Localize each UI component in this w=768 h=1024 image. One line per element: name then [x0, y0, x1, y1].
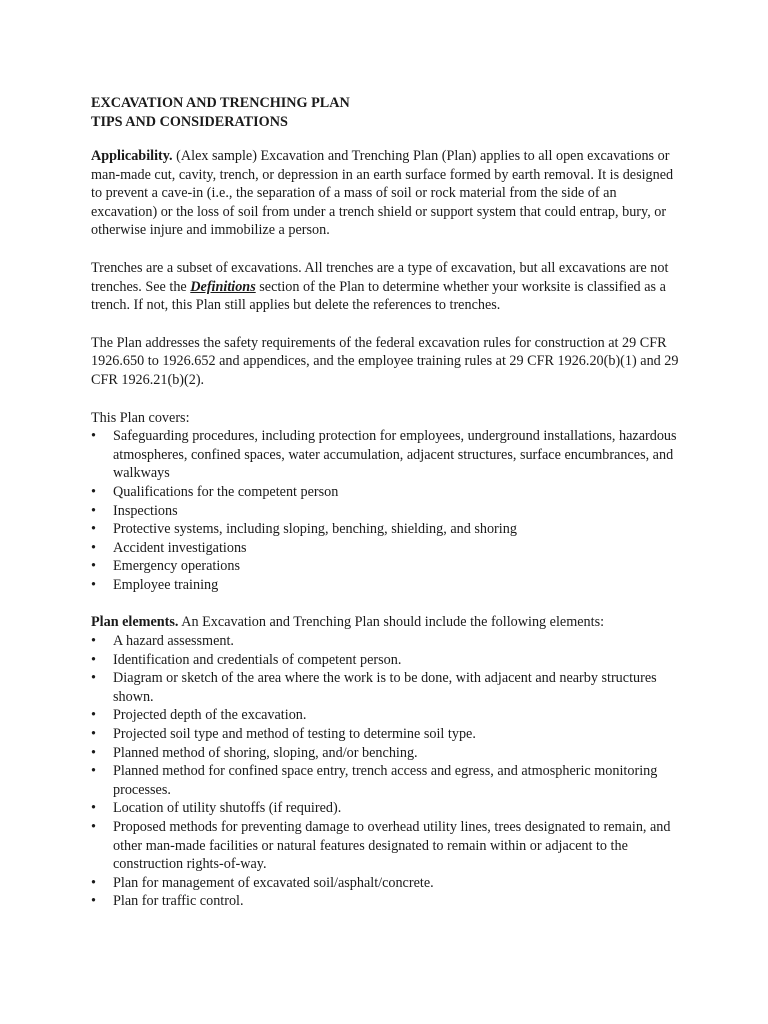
trenches-text-before: Trenches are a subset of excavations. All trenches are a type of excavation, but all excavations are not trenches. See the [91, 259, 669, 295]
list-item: • Projected soil type and method of testing to determine soil type. [91, 725, 681, 744]
list-item: • Qualifications for the competent person [91, 483, 681, 502]
list-item: • Accident investigations [91, 539, 681, 558]
list-item: • Identification and credentials of competent person. [91, 651, 681, 670]
list-item: • Proposed methods for preventing damage to overhead utility lines, trees designated to remain, and other man-made facilities or natural features designated to remain within or adjacent to the construction rights-of-way. [91, 818, 681, 874]
list-item: • Plan for traffic control. [91, 892, 681, 911]
document-body [91, 94, 681, 911]
plan-elements-text: An Excavation and Trenching Plan should include the following elements: [178, 614, 605, 631]
document-title [91, 94, 681, 132]
trenches-paragraph [91, 259, 681, 315]
list-item: • Emergency operations [91, 557, 681, 576]
list-item: • Location of utility shutoffs (if required). [91, 799, 681, 818]
list-item: • Planned method for confined space entry, trench access and egress, and atmospheric monitoring processes. [91, 762, 681, 799]
list-item: • Safeguarding procedures, including protection for employees, underground installations, hazardous atmospheres, confined spaces, water accumulation, adjacent structures, surface encumbrances, and walkways [91, 427, 681, 483]
plan-elements-heading: Plan elements. [91, 614, 179, 631]
elements-list [91, 632, 681, 911]
title-line-1: EXCAVATION AND TRENCHING PLAN [91, 95, 350, 111]
addresses-paragraph: The Plan addresses the safety requirements of the federal excavation rules for construction at 29 CFR 1926.650 to 1926.652 and appendices, and the employee training rules at 29 CFR 1926.20(b)(1) and 29 CFR 1926.21(b)(2). [91, 334, 679, 388]
covers-list [91, 427, 681, 594]
list-item: • Planned method of shoring, sloping, and/or benching. [91, 744, 681, 763]
definitions-link[interactable]: Definitions [190, 278, 256, 295]
list-item: • Inspections [91, 502, 681, 521]
applicability-paragraph [91, 147, 681, 240]
title-line-2: TIPS AND CONSIDERATIONS [91, 114, 288, 130]
trenches-text-after: section of the Plan to determine whether your worksite is classified as a trench. If not, this Plan still applies but delete the references to trenches. [91, 278, 666, 314]
list-item: • Projected depth of the excavation. [91, 706, 681, 725]
list-item: • Protective systems, including sloping, benching, shielding, and shoring [91, 520, 681, 539]
covers-intro: This Plan covers: [91, 409, 190, 426]
list-item: • A hazard assessment. [91, 632, 681, 651]
list-item: • Plan for management of excavated soil/asphalt/concrete. [91, 874, 681, 893]
list-item: • Employee training [91, 576, 681, 595]
applicability-heading: Applicability. [91, 148, 173, 164]
applicability-text: (Alex sample) Excavation and Trenching Plan (Plan) applies to all open excavations or man-made cut, cavity, trench, or depression in an earth surface formed by earth removal. It is designed to prevent a cave-in (i.e., the separation of a mass of soil or rock material from the side of an excavation) or the loss of soil from under a trench shield or support system that could entrap, bury, or otherwise injure and immobilize a person. [91, 148, 674, 239]
list-item: • Diagram or sketch of the area where the work is to be done, with adjacent and nearby structures shown. [91, 669, 681, 706]
plan-elements-paragraph [91, 613, 681, 632]
